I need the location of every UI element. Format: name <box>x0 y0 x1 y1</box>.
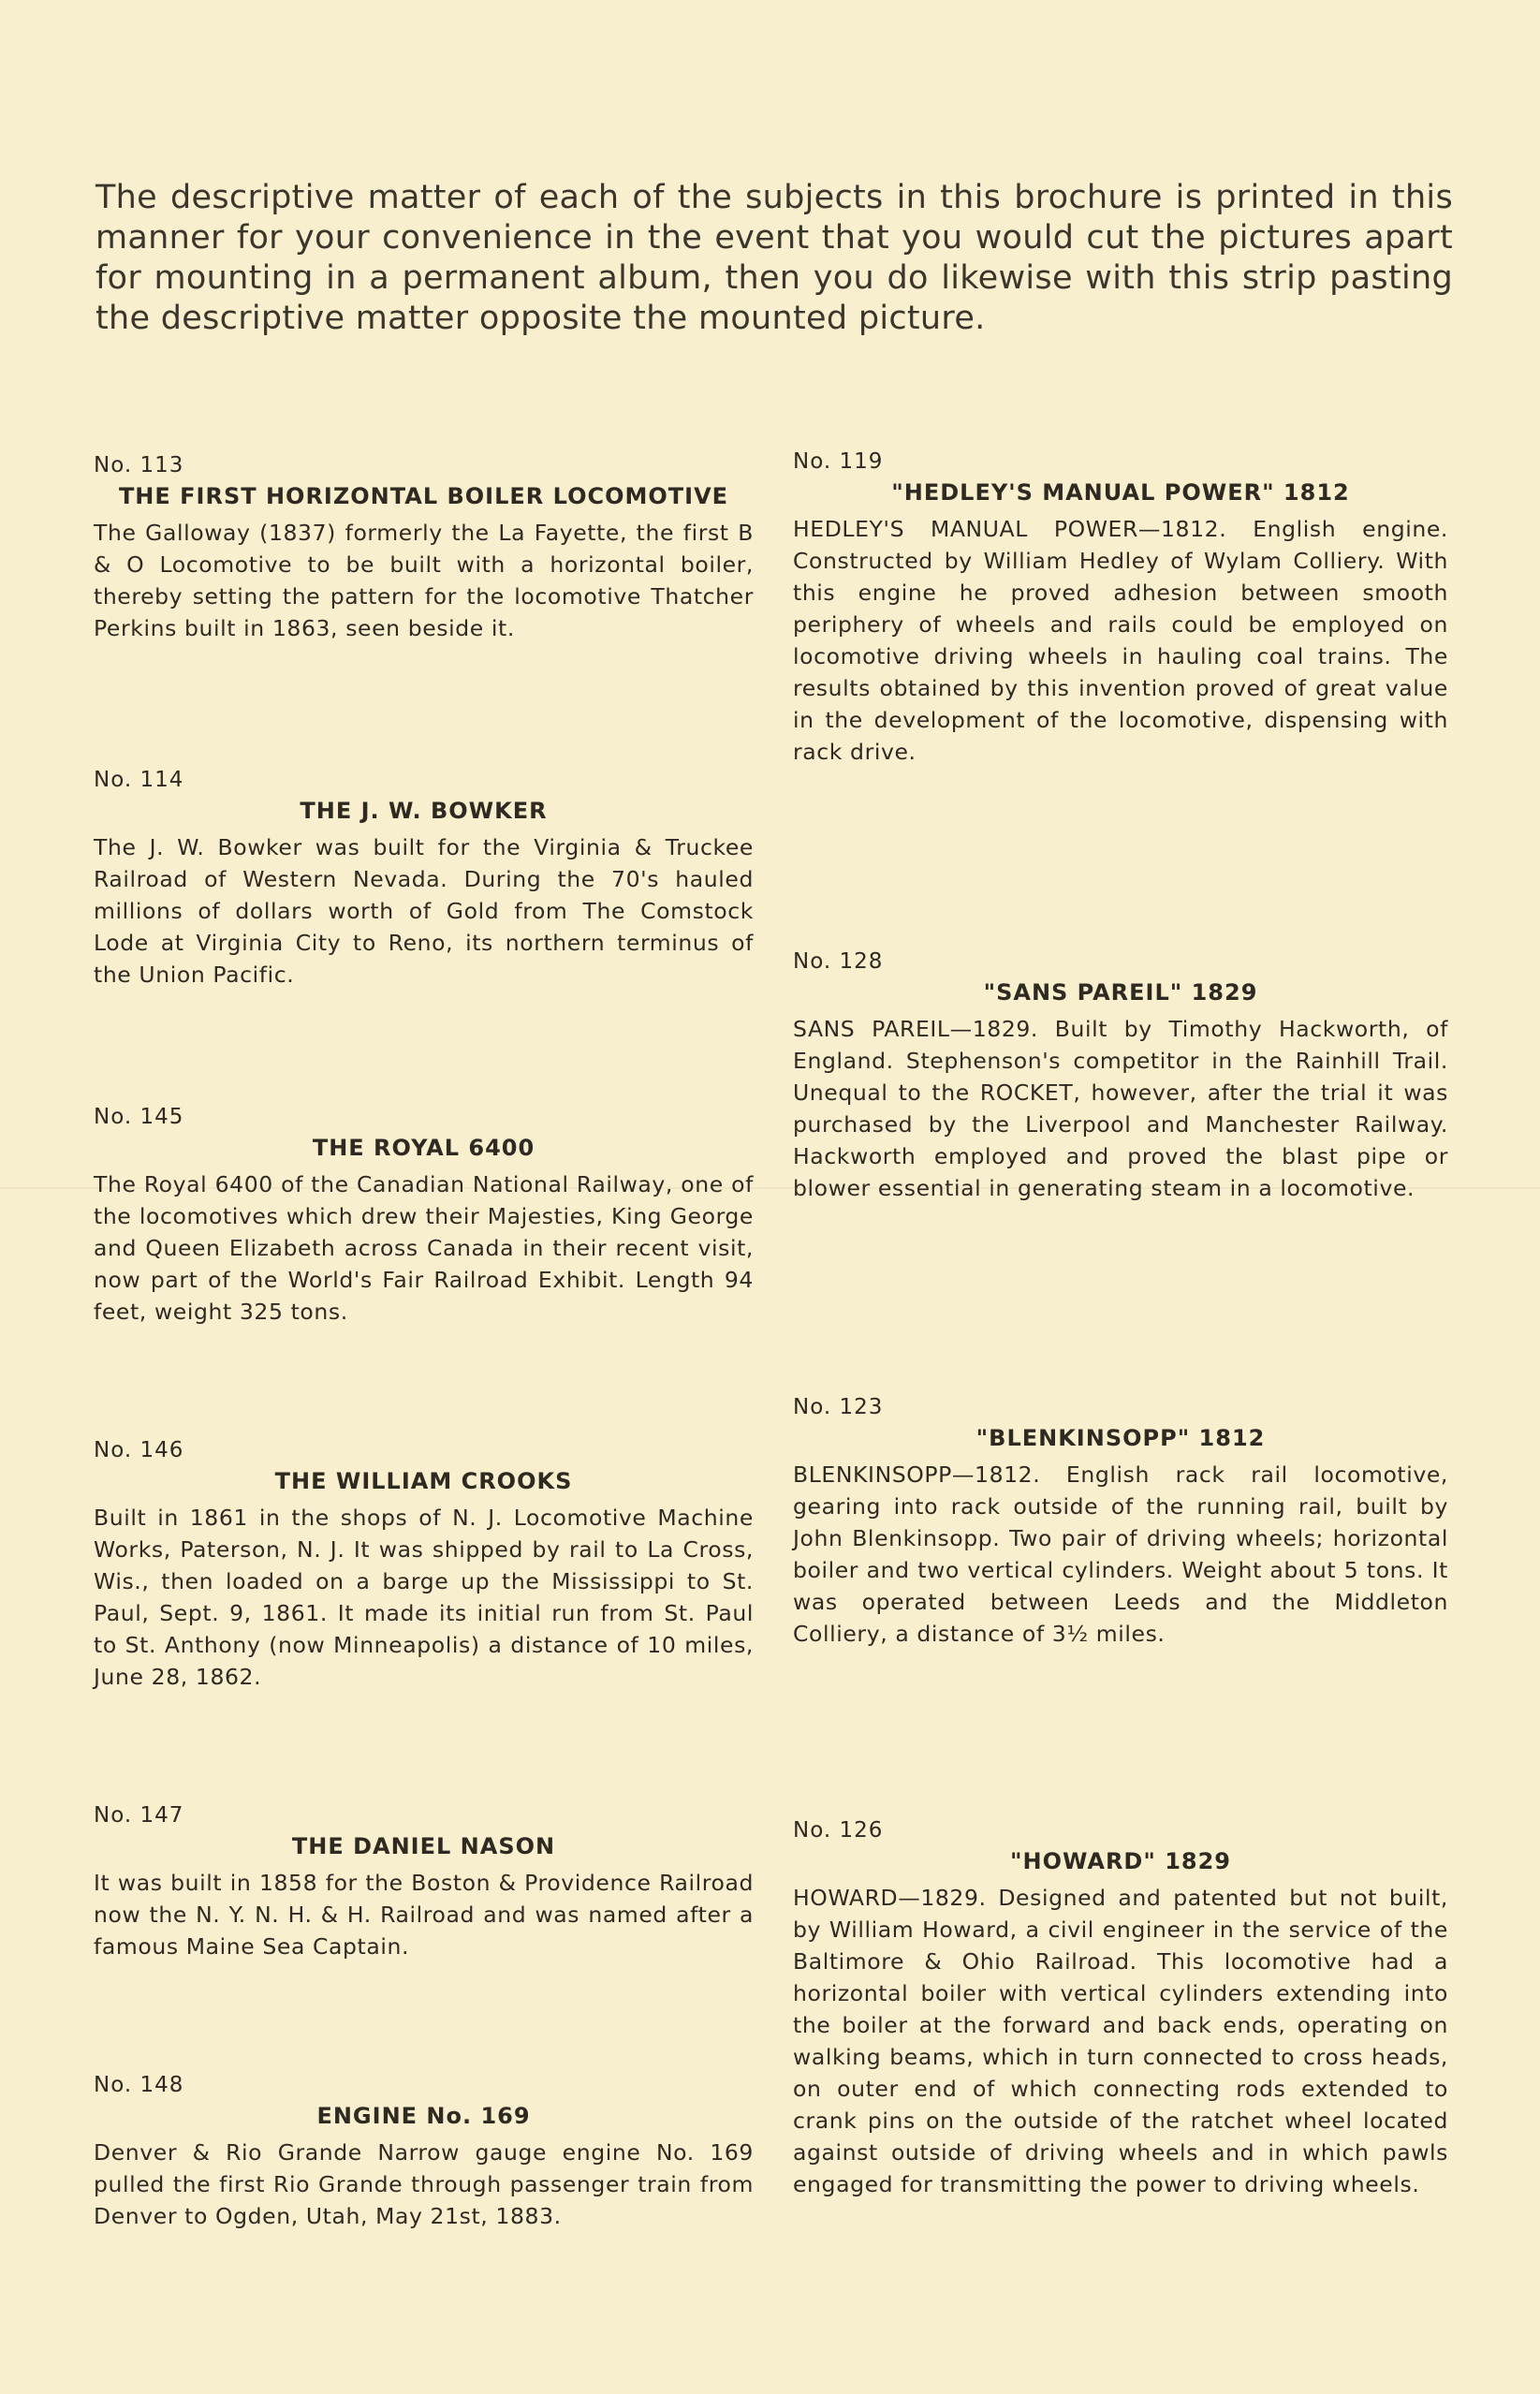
entry-no-146 <box>94 1436 754 1693</box>
entry-description: Denver & Rio Grande Narrow gauge engine No. 169 pulled the first Rio Grande through passenger train from Denver to Ogden, Utah, May 21st, 1883. <box>94 2139 754 2229</box>
entry-number: No. 119 <box>793 449 884 474</box>
entry-number: No. 145 <box>94 1105 184 1129</box>
entry-no-128 <box>793 947 1448 1204</box>
entry-number: No. 128 <box>793 949 884 974</box>
entry-description: BLENKINSOPP—1812. English rack rail locomotive, gearing into rack outside of the running rail, built by John Blenkinsopp. Two pair of driving wheels; horizontal boiler and two vertical cylinders. Weight about 5 tons. It was operated between Leeds and the Middleton Colliery, a distance of 3½ miles. <box>793 1461 1448 1647</box>
entry-description: SANS PAREIL—1829. Built by Timothy Hackworth, of England. Stephenson's competitor in the Rainhill Trail. Unequal to the ROCKET, however, after the trial it was purchased by the Liverpool and Manchester Railway. Hackworth employed and proved the blast pipe or blower essential in generating steam in a locomotive. <box>793 1016 1448 1201</box>
entry-no-145 <box>94 1103 754 1328</box>
entry-description: The Royal 6400 of the Canadian National Railway, one of the locomotives which drew their Majesties, King George and Queen Elizabeth across Canada in their recent visit, now part of the World's Fair Railroad Exhibit. Length 94 feet, weight 325 tons. <box>94 1171 754 1325</box>
entry-number: No. 148 <box>94 2073 184 2097</box>
entry-title: ENGINE No. 169 <box>316 2103 531 2129</box>
entry-no-147 <box>94 1801 754 1962</box>
entry-description: HOWARD—1829. Designed and patented but not built, by William Howard, a civil engineer in the service of the Baltimore & Ohio Railroad. This locomotive had a horizontal boiler with vertical cylinders extending into the boiler at the forward and back ends, operating on walking beams, which in turn connected to cross heads, on outer end of which connecting rods extended to crank pins on the outside of the ratchet wheel located against outside of driving wheels and in which pawls engaged for transmitting the power to driving wheels. <box>793 1885 1448 2197</box>
entry-title: THE ROYAL 6400 <box>312 1135 535 1161</box>
entry-description: HEDLEY'S MANUAL POWER—1812. English engine. Constructed by William Hedley of Wylam Colliery. With this engine he proved adhesion between smooth periphery of wheels and rails could be employed on locomotive driving wheels in hauling coal trains. The results obtained by this invention proved of great value in the development of the locomotive, dispensing with rack drive. <box>793 516 1448 765</box>
entry-number: No. 114 <box>94 768 184 792</box>
entry-title: THE DANIEL NASON <box>291 1833 556 1859</box>
entry-title: THE WILLIAM CROOKS <box>274 1468 573 1494</box>
entry-description: Built in 1861 in the shops of N. J. Locomotive Machine Works, Paterson, N. J. It was shipped by rail to La Cross, Wis., then loaded on a barge up the Mississippi to St. Paul, Sept. 9, 1861. It made its initial run from St. Paul to St. Anthony (now Minneapolis) a distance of 10 miles, June 28, 1862. <box>94 1505 754 1690</box>
entry-title: THE FIRST HORIZONTAL BOILER LOCOMOTIVE <box>118 483 729 509</box>
entry-title: "HOWARD" 1829 <box>1009 1848 1232 1874</box>
intro-paragraph: The descriptive matter of each of the subjects in this brochure is printed in this manner for your convenience in the event that you would cut the pictures apart for mounting in a permanent album, then you do likewise with this strip pasting the descriptive matter opposite the mounted picture. <box>95 179 1453 337</box>
entry-no-113 <box>94 451 754 644</box>
entry-no-148 <box>94 2071 754 2232</box>
entry-description: The J. W. Bowker was built for the Virginia & Truckee Railroad of Western Nevada. During the 70's hauled millions of dollars worth of Gold from The Comstock Lode at Virginia City to Reno, its northern terminus of the Union Pacific. <box>94 834 754 988</box>
entry-no-126 <box>793 1816 1448 2200</box>
entry-number: No. 123 <box>793 1395 884 1419</box>
entry-title: "BLENKINSOPP" 1812 <box>975 1425 1266 1451</box>
entry-description: It was built in 1858 for the Boston & Providence Railroad now the N. Y. N. H. & H. Railroad and was named after a famous Maine Sea Captain. <box>94 1870 754 1960</box>
entry-description: The Galloway (1837) formerly the La Fayette, the first B & O Locomotive to be built with a horizontal boiler, thereby setting the pattern for the locomotive Thatcher Perkins built in 1863, seen beside it. <box>94 520 754 641</box>
entry-number: No. 146 <box>94 1438 184 1462</box>
entry-no-119 <box>793 448 1448 768</box>
entry-number: No. 113 <box>94 453 184 477</box>
entry-number: No. 147 <box>94 1803 184 1828</box>
entry-number: No. 126 <box>793 1818 884 1843</box>
entry-title: "SANS PAREIL" 1829 <box>983 979 1258 1006</box>
entry-no-123 <box>793 1393 1448 1650</box>
entry-title: THE J. W. BOWKER <box>300 798 548 824</box>
entry-title: "HEDLEY'S MANUAL POWER" 1812 <box>891 479 1350 506</box>
entry-no-114 <box>94 766 754 991</box>
